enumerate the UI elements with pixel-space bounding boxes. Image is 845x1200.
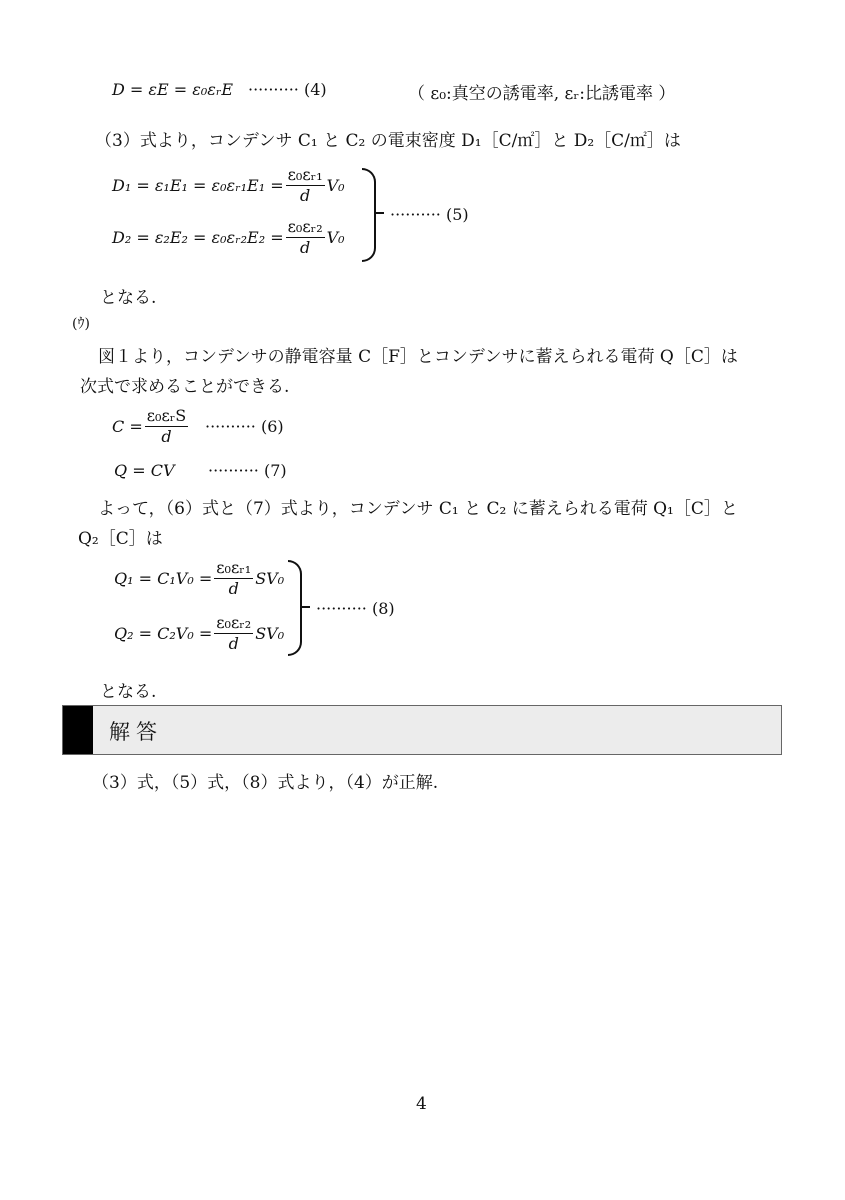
- paragraph-result-2: となる.: [100, 682, 157, 702]
- equation-5-line2: [112, 218, 345, 258]
- equation-8-line2: [114, 614, 284, 654]
- eq6-numerator: ε₀εᵣS: [145, 407, 189, 427]
- equation-5-brace-top: [362, 168, 376, 214]
- eq8-line2-numerator: ε₀εᵣ₂: [214, 614, 253, 634]
- eq5-line2-left: D₂ = ε₂E₂ = ε₀εᵣ₂E₂ =: [112, 228, 284, 248]
- eq5-line1-left: D₁ = ε₁E₁ = ε₀εᵣ₁E₁ =: [112, 176, 284, 196]
- equation-8-line1: [114, 559, 284, 599]
- paragraph-result-1: となる.: [100, 288, 157, 308]
- eq6-left: C =: [112, 417, 143, 437]
- eq6-fraction: [145, 407, 189, 447]
- eq6-denominator: d: [161, 427, 172, 447]
- equation-5-brace-bottom: [362, 214, 376, 262]
- eq5-line2-numerator: ε₀εᵣ₂: [286, 218, 325, 238]
- eq5-line2-right: V₀: [326, 228, 345, 248]
- eq5-line2-denominator: d: [300, 238, 311, 258]
- paragraph-charge-intro-line2: Q₂［C］は: [78, 529, 163, 549]
- eq8-line1-fraction: [214, 559, 253, 599]
- eq5-line1-denominator: d: [300, 186, 311, 206]
- equation-8-brace-bottom: [288, 608, 302, 656]
- eq8-line2-denominator: d: [228, 634, 239, 654]
- section-u-label: (ｳ): [72, 316, 90, 332]
- equation-8-number: ·········· (8): [316, 599, 395, 618]
- equation-8-brace-top: [288, 560, 302, 608]
- eq8-line2-fraction: [214, 614, 253, 654]
- paragraph-capacitance-intro-line1: 図１より，コンデンサの静電容量 C［F］とコンデンサに蓄えられる電荷 Q［C］は: [98, 347, 738, 367]
- eq5-line1-right: V₀: [326, 176, 345, 196]
- equation-5-brace-tip: [374, 212, 384, 214]
- answer-text: （3）式，（5）式，（8）式より，（4）が正解.: [92, 773, 439, 793]
- equation-7-number: ·········· (7): [208, 461, 287, 480]
- eq5-line2-fraction: [286, 218, 325, 258]
- equation-5-number: ·········· (5): [390, 205, 469, 224]
- answer-title: 解答: [109, 720, 163, 744]
- eq8-line1-left: Q₁ = C₁V₀ =: [114, 569, 213, 589]
- equation-4: D = εE = ε₀εᵣE: [112, 80, 234, 99]
- equation-6-number: ·········· (6): [205, 417, 284, 436]
- eq8-line2-right: SV₀: [255, 624, 285, 644]
- paragraph-charge-intro-line1: よって，（6）式と（7）式より，コンデンサ C₁ と C₂ に蓄えられる電荷 Q₁［C］と: [98, 499, 738, 519]
- page-number: 4: [416, 1094, 427, 1114]
- eq5-line1-numerator: ε₀εᵣ₁: [286, 166, 325, 186]
- answer-header: [62, 705, 782, 755]
- equation-7: Q = CV: [114, 461, 175, 480]
- eq5-line1-fraction: [286, 166, 325, 206]
- eq8-line1-numerator: ε₀εᵣ₁: [214, 559, 253, 579]
- answer-header-bar: [63, 706, 93, 754]
- equation-4-number: ·········· (4): [248, 80, 327, 99]
- equation-5-line1: [112, 166, 345, 206]
- paragraph-capacitance-intro-line2: 次式で求めることができる.: [80, 377, 290, 397]
- permittivity-note: （ ε₀:真空の誘電率, εᵣ:比誘電率 ）: [408, 84, 676, 104]
- eq8-line1-right: SV₀: [255, 569, 285, 589]
- eq8-line2-left: Q₂ = C₂V₀ =: [114, 624, 213, 644]
- eq8-line1-denominator: d: [228, 579, 239, 599]
- equation-6: [112, 407, 190, 447]
- equation-8-brace-tip: [300, 606, 310, 608]
- paragraph-flux-density-intro: （3）式より，コンデンサ C₁ と C₂ の電束密度 D₁［C/㎡］と D₂［C/㎡］は: [95, 131, 681, 151]
